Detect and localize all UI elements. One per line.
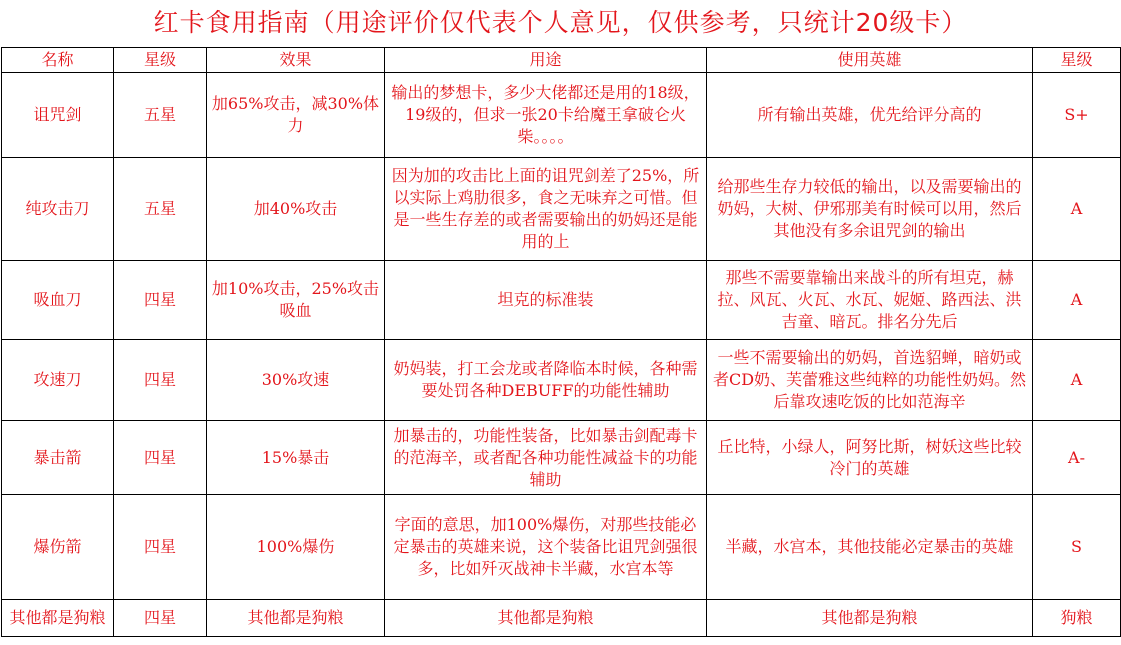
guide-table: [1, 47, 1121, 637]
cell-rating: 狗粮: [1033, 600, 1121, 637]
table-row: [2, 600, 1121, 637]
cell-rating: A: [1033, 261, 1121, 340]
cell-effect: 30%攻速: [207, 340, 385, 421]
table-row: [2, 421, 1121, 495]
cell-rating: A-: [1033, 421, 1121, 495]
header-name: 名称: [2, 48, 114, 73]
cell-effect: 加40%攻击: [207, 158, 385, 261]
cell-effect: 加10%攻击，25%攻击吸血: [207, 261, 385, 340]
header-rating: 星级: [1033, 48, 1121, 73]
cell-name: 吸血刀: [2, 261, 114, 340]
cell-stars: 五星: [114, 73, 207, 158]
cell-effect: 其他都是狗粮: [207, 600, 385, 637]
header-heroes: 使用英雄: [707, 48, 1033, 73]
cell-heroes: 一些不需要输出的奶妈，首选貂蝉，暗奶或者CD奶、芙蕾雅这些纯粹的功能性奶妈。然后靠攻速吃饭的比如范海辛: [707, 340, 1033, 421]
cell-stars: 五星: [114, 158, 207, 261]
header-usage: 用途: [385, 48, 707, 73]
cell-stars: 四星: [114, 261, 207, 340]
cell-usage: 其他都是狗粮: [385, 600, 707, 637]
cell-effect: 加65%攻击，减30%体力: [207, 73, 385, 158]
table-row: [2, 73, 1121, 158]
header-stars: 星级: [114, 48, 207, 73]
cell-rating: S: [1033, 495, 1121, 600]
cell-rating: A: [1033, 158, 1121, 261]
cell-rating: A: [1033, 340, 1121, 421]
cell-usage: 加暴击的，功能性装备，比如暴击剑配毒卡的范海辛，或者配各种功能性减益卡的功能辅助: [385, 421, 707, 495]
cell-heroes: 其他都是狗粮: [707, 600, 1033, 637]
header-effect: 效果: [207, 48, 385, 73]
cell-heroes: 那些不需要靠输出来战斗的所有坦克，赫拉、风瓦、火瓦、水瓦、妮姬、路西法、洪吉童、暗瓦。排名分先后: [707, 261, 1033, 340]
cell-usage: 字面的意思，加100%爆伤，对那些技能必定暴击的英雄来说，这个装备比诅咒剑强很多，比如歼灭战神卡半藏，水宫本等: [385, 495, 707, 600]
table-row: [2, 158, 1121, 261]
cell-name: 其他都是狗粮: [2, 600, 114, 637]
page-title: 红卡食用指南（用途评价仅代表个人意见，仅供参考，只统计20级卡）: [153, 8, 968, 37]
cell-rating: S+: [1033, 73, 1121, 158]
cell-effect: 100%爆伤: [207, 495, 385, 600]
cell-name: 攻速刀: [2, 340, 114, 421]
cell-name: 诅咒剑: [2, 73, 114, 158]
cell-effect: 15%暴击: [207, 421, 385, 495]
cell-heroes: 丘比特，小绿人，阿努比斯，树妖这些比较冷门的英雄: [707, 421, 1033, 495]
cell-name: 暴击箭: [2, 421, 114, 495]
cell-stars: 四星: [114, 600, 207, 637]
cell-name: 纯攻击刀: [2, 158, 114, 261]
cell-heroes: 给那些生存力较低的输出，以及需要输出的奶妈，大树、伊邪那美有时候可以用，然后其他没有多余诅咒剑的输出: [707, 158, 1033, 261]
table-row: [2, 340, 1121, 421]
table-row: [2, 261, 1121, 340]
table-header-row: [2, 48, 1121, 73]
cell-stars: 四星: [114, 421, 207, 495]
cell-name: 爆伤箭: [2, 495, 114, 600]
cell-usage: 因为加的攻击比上面的诅咒剑差了25%，所以实际上鸡肋很多，食之无味弃之可惜。但是一些生存差的或者需要输出的奶妈还是能用的上: [385, 158, 707, 261]
cell-heroes: 所有输出英雄，优先给评分高的: [707, 73, 1033, 158]
table-row: [2, 495, 1121, 600]
cell-usage: 坦克的标准装: [385, 261, 707, 340]
cell-usage: 输出的梦想卡，多少大佬都还是用的18级，19级的，但求一张20卡给魔王拿破仑火柴。。。。: [385, 73, 707, 158]
cell-stars: 四星: [114, 340, 207, 421]
cell-stars: 四星: [114, 495, 207, 600]
cell-usage: 奶妈装，打工会龙或者降临本时候，各种需要处罚各种DEBUFF的功能性辅助: [385, 340, 707, 421]
cell-heroes: 半藏，水宫本，其他技能必定暴击的英雄: [707, 495, 1033, 600]
